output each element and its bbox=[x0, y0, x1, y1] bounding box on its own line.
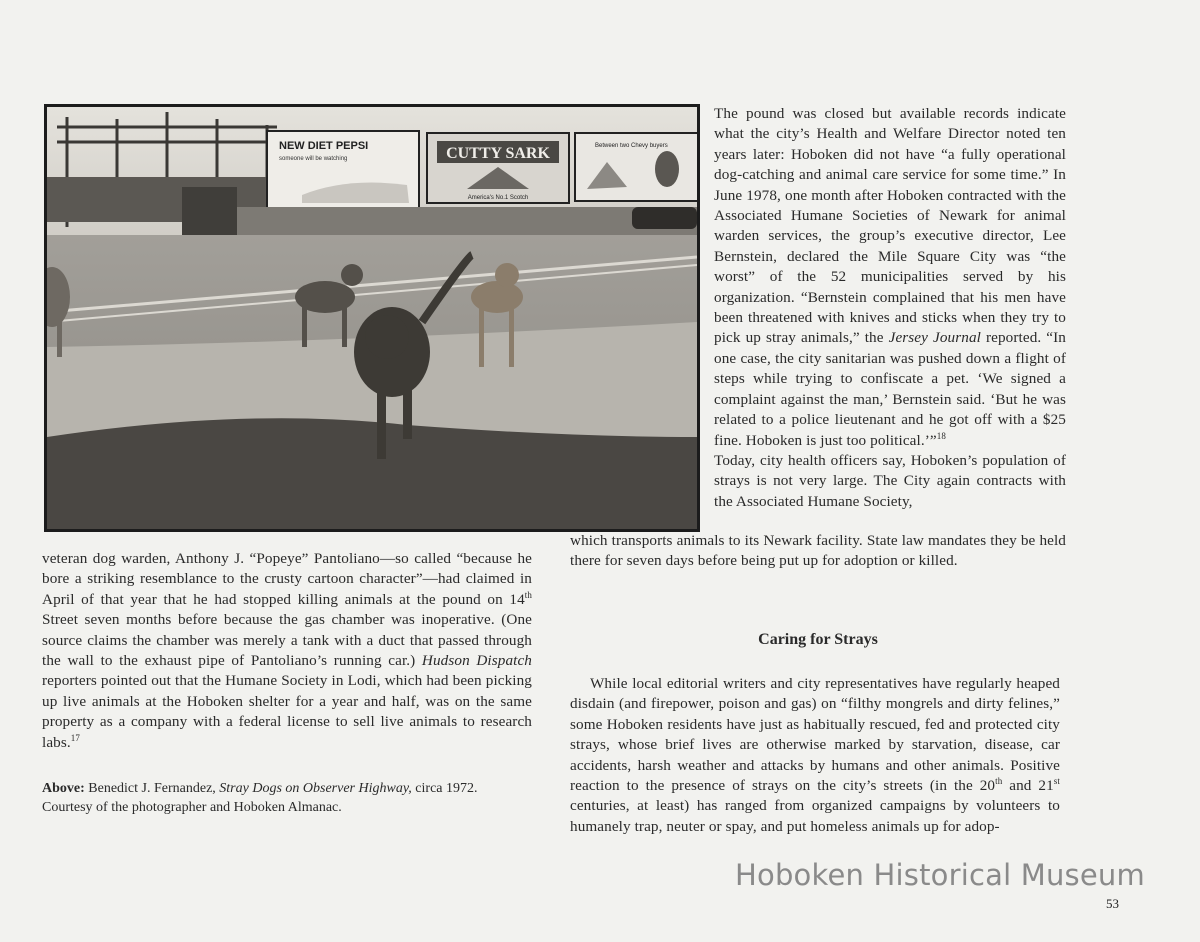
page-number: 53 bbox=[1106, 896, 1119, 911]
right-continuation-paragraph: which transports animals to its Newark facility. State law mandates they be held there for seven days before being put up for adoption or killed. bbox=[570, 532, 1066, 570]
billboard-chevy-text: Between two Chevy buyers bbox=[595, 143, 668, 149]
photo-illustration bbox=[47, 107, 697, 529]
caption-label: Above: bbox=[42, 781, 85, 796]
caption-title: Stray Dogs on Observer Highway, bbox=[219, 781, 412, 796]
right-column-paragraph bbox=[714, 104, 1066, 512]
section-part1: While local editorial writers and city representatives have regularly heaped disdain (and firepower, poison and gas) on “filthy mongrels and dirty felines,” some Hoboken residents have just as habitually rescued, fed and protected city strays, whose brief lives are otherwise marked by starvation, disease, car accidents, harsh weather and attacks by humans and other animals. Positive reaction to the presence of strays on the city’s streets (in the 20 bbox=[570, 675, 1060, 795]
left-continuation-paragraph bbox=[42, 549, 532, 753]
billboard-cutty-sark-text: CUTTY SARK bbox=[446, 145, 550, 162]
right-column-today: Today, city health officers say, Hoboken’s population of strays is not very large. The City again contracts with the Associated Humane Society, bbox=[714, 451, 1066, 510]
caption-credit: Courtesy of the photographer and Hoboken Almanac. bbox=[42, 800, 342, 815]
left-part1: veteran dog warden, Anthony J. “Popeye” Pantoliano—so called “because he bore a striking resemblance to the crusty cartoon character”—had claimed in April of that year that he had stopped killing animals at the pound on 14 bbox=[42, 550, 532, 608]
footnote-ref-18: 18 bbox=[936, 430, 946, 441]
jersey-journal-title: Jersey Journal bbox=[888, 329, 981, 347]
stray-dogs-photo bbox=[44, 104, 700, 532]
museum-watermark: Hoboken Historical Museum bbox=[735, 858, 1145, 892]
caption-date: circa 1972. bbox=[411, 781, 478, 796]
billboard-pepsi-subtext: someone will be watching bbox=[279, 156, 348, 162]
right-column-part2: reported. “In one case, the city sanitarian was pushed down a flight of steps while trying to confiscate a pet. ‘We signed a complaint against the man,’ Bernstein said. ‘But he was related to a police lieutenant and he got off with a $25 fine. Hoboken is just too political.’” bbox=[714, 329, 1066, 449]
section-heading: Caring for Strays bbox=[758, 631, 878, 648]
billboard-cutty-sark-subtext: America's No.1 Scotch bbox=[467, 195, 529, 201]
caption-author: Benedict J. Fernandez, bbox=[84, 781, 220, 796]
photo-caption bbox=[42, 779, 532, 817]
section-and: and 21 bbox=[1002, 777, 1054, 795]
section-body-paragraph bbox=[570, 674, 1060, 837]
ordinal-21st: st bbox=[1053, 775, 1060, 786]
hudson-dispatch-title: Hudson Dispatch bbox=[421, 652, 533, 670]
right-column-part1: The pound was closed but available records indicate what the city’s Health and Welfare Director noted ten years later: Hoboken did not have “a fully operational dog-catching and animal care service for some time.” In June 1978, one month after Hoboken contracted with the Associated Humane Societies of Newark for animal warden services, the group’s executive director, Lee Bernstein, declared the Mile Square City was “the worst” of the 52 municipalities served by his organization. “Bernstein complained that his men have been threatened with knives and sticks when they try to pick up stray animals,” the bbox=[714, 105, 1066, 347]
section-part2: centuries, at least) has ranged from organized campaigns by volunteers to humanely trap, neuter or spay, and put homeless animals up for adop- bbox=[570, 797, 1060, 835]
ordinal-20th: th bbox=[995, 775, 1003, 786]
left-part2: Street seven months before because the gas chamber was inoperative. (One source claims the chamber was merely a tank with a duct that passed through the wall to the exhaust pipe of Pantoliano’s running car.) bbox=[42, 611, 532, 670]
ordinal-th: th bbox=[524, 589, 532, 600]
left-part3: reporters pointed out that the Humane Society in Lodi, which had been picking up live animals at the Hoboken shelter for a year and half, was on the same property as a company with a federal license to sell live animals to research labs. bbox=[42, 672, 532, 751]
billboard-pepsi-text: NEW DIET PEPSI bbox=[279, 140, 369, 152]
footnote-ref-17: 17 bbox=[70, 732, 80, 743]
